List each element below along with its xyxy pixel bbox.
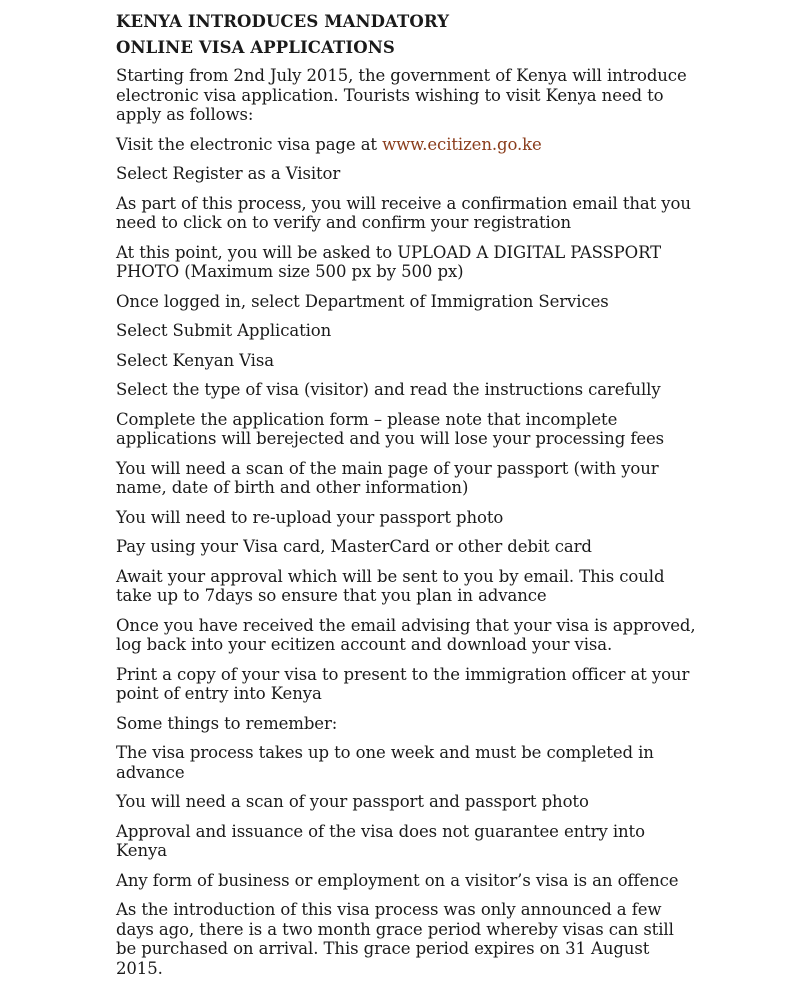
remember-heading: Some things to remember:	[116, 713, 338, 733]
remember-paragraph: You will need a scan of your passport and passport photo	[116, 792, 589, 811]
remember-paragraph: As the introduction of this visa process was only announced a few days ago, there is a two month grace period whereby visas can still be purchased on arrival. This grace period expires on 31 August 2015.	[116, 900, 674, 978]
remember-paragraph: Any form of business or employment on a visitor’s visa is an offence	[116, 870, 679, 890]
step-paragraph: Once you have received the email advising that your visa is approved, log back into your ecitizen account and download your visa.	[116, 615, 696, 654]
document-title-line-2: ONLINE VISA APPLICATIONS	[116, 38, 395, 57]
step-paragraph: Complete the application form – please note that incomplete applications will berejected and you will lose your processing fees	[116, 409, 665, 448]
step-paragraph: At this point, you will be asked to UPLOAD A DIGITAL PASSPORT PHOTO (Maximum size 500 px by 500 px)	[116, 242, 662, 281]
document-page	[116, 12, 696, 988]
step-paragraph: Await your approval which will be sent to you by email. This could take up to 7days so ensure that you plan in advance	[116, 566, 665, 605]
remember-paragraph: The visa process takes up to one week and must be completed in advance	[116, 743, 654, 782]
step-paragraph: Pay using your Visa card, MasterCard or other debit card	[116, 537, 592, 556]
intro-paragraph: Starting from 2nd July 2015, the government of Kenya will introduce electronic visa application. Tourists wishing to visit Kenya need to apply as follows:	[116, 66, 687, 124]
step-paragraph: Select the type of visa (visitor) and read the instructions carefully	[116, 380, 661, 399]
step-paragraph: You will need to re-upload your passport photo	[116, 507, 504, 527]
visit-paragraph	[116, 135, 696, 155]
document-title-line-1: KENYA INTRODUCES MANDATORY	[116, 12, 450, 31]
step-paragraph: As part of this process, you will receive a confirmation email that you need to click on to verify and confirm your registration	[116, 193, 691, 232]
step-paragraph: Once logged in, select Department of Immigration Services	[116, 291, 609, 311]
remember-paragraph: Approval and issuance of the visa does not guarantee entry into Kenya	[116, 821, 645, 860]
visit-prefix-text: Visit the electronic visa page at	[116, 134, 383, 154]
step-paragraph: Print a copy of your visa to present to the immigration officer at your point of entry into Kenya	[116, 664, 690, 703]
step-paragraph: Select Register as a Visitor	[116, 164, 341, 183]
step-paragraph: You will need a scan of the main page of your passport (with your name, date of birth and other information)	[116, 458, 659, 497]
step-paragraph: Select Submit Application	[116, 321, 332, 340]
ecitizen-link[interactable]: www.ecitizen.go.ke	[382, 134, 542, 154]
step-paragraph: Select Kenyan Visa	[116, 350, 274, 370]
